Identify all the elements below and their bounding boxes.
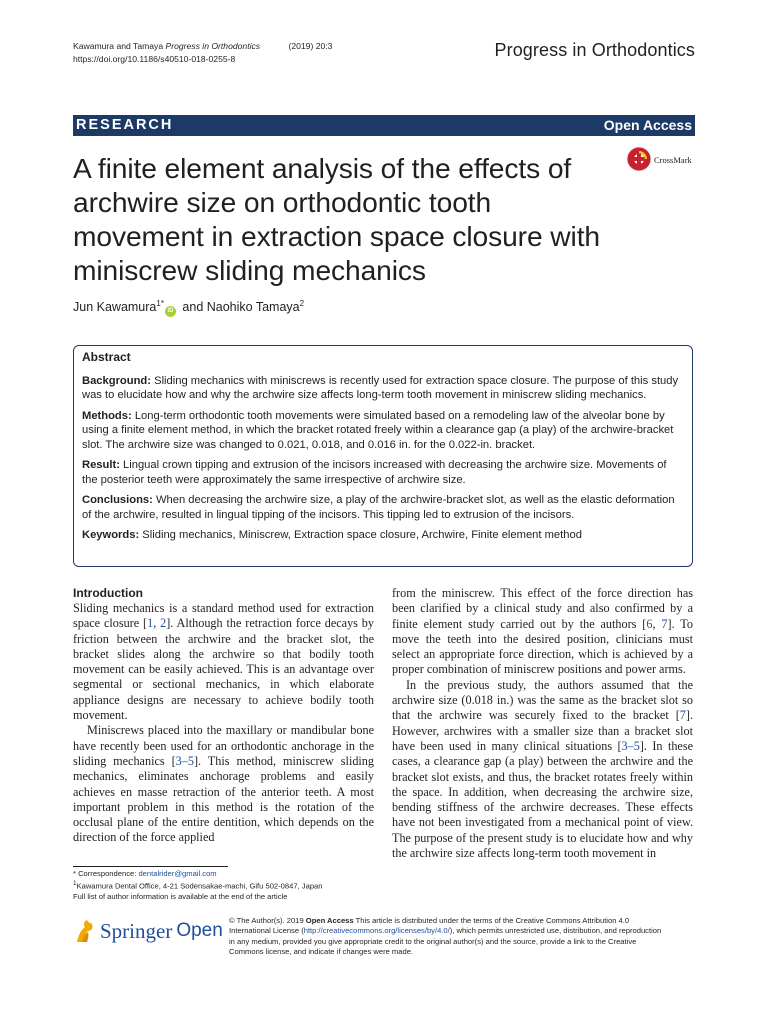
abstract-text: When decreasing the archwire size, a play of the archwire-bracket slot, as well as the elastic deformation of the archwire, resulted in lingual tipping of the incisors. This tipping led to extrusion of the incisors. <box>82 494 675 521</box>
affiliation-marker: 2 <box>299 299 305 308</box>
abstract-box <box>73 345 693 567</box>
body-paragraph <box>392 586 693 678</box>
license-url[interactable]: http://creativecommons.org/licenses/by/4.0/ <box>303 926 450 936</box>
crossmark-icon[interactable] <box>626 146 652 172</box>
abstract-label: Background: <box>82 374 151 387</box>
orcid-icon[interactable]: iD <box>165 306 176 317</box>
abstract-label: Methods: <box>82 409 132 422</box>
affiliation-text: Kawamura Dental Office, 4-21 Sodensakae-machi, Gifu 502-0847, Japan <box>76 881 323 891</box>
section-label: RESEARCH <box>76 117 174 133</box>
abstract-text: Long-term orthodontic tooth movements were simulated based on a remodeling law of the alveolar bone by using a finite element method, in which the bracket rotated freely within a clearance gap (a play) of the archwire-bracket slot. The archwire size was changed to 0.021, 0.018, and 0.016 in. for the 0.022-in. bracket. <box>82 409 674 451</box>
citation-link[interactable]: 3–5 <box>621 738 640 753</box>
publisher-open: Open <box>176 920 223 941</box>
abstract-heading: Abstract <box>82 350 131 364</box>
citation-line <box>73 40 332 53</box>
article-type-banner <box>73 115 695 136</box>
body-text: ]. However, archwires with a smaller size than a bracket slot have been used in many clinical situations [ <box>392 708 693 753</box>
author-info-note: Full list of author information is available at the end of the article <box>73 892 288 902</box>
license-open-access: Open Access <box>305 916 354 925</box>
correspondence-line <box>73 869 323 879</box>
citation-link[interactable]: 1 <box>147 616 154 631</box>
citation-link[interactable]: 3–5 <box>175 753 194 768</box>
abstract-methods <box>82 409 684 453</box>
body-text: , <box>652 616 662 631</box>
springer-horse-icon <box>73 918 97 944</box>
body-text: In the previous study, the authors assumed that the archwire size (0.018 in.) was the same as the bracket slot so that the archwire was securely fixed to the bracket [ <box>392 677 693 723</box>
citation-link[interactable]: 6 <box>646 616 653 631</box>
abstract-background <box>82 374 684 403</box>
license-text: © The Author(s). 2019 <box>229 916 306 925</box>
open-access-label: Open Access <box>603 117 692 133</box>
body-text: Miniscrews placed into the maxillary or mandibular bone have recently been used for an orthodontic anchorage in the sliding mechanics [ <box>73 723 374 768</box>
body-text: ]. In these cases, a clearance gap (a play) between the archwire and the bracket slot exists, and thus, the bracket rotates freely within the space. In addition, when decreasing the archwire size, bending stiffness of the archwire decreases. These effects have not been investigated from a mechanical point of view. The purpose of the present study is to elucidate how and why the archwire size affects long-term tooth movement in <box>392 738 693 861</box>
citation-link[interactable]: 7 <box>679 708 686 723</box>
header-authors: Kawamura and Tamaya <box>73 41 164 51</box>
crossmark-label[interactable]: CrossMark <box>654 155 692 165</box>
header-year-volume: (2019) 20:3 <box>288 41 333 51</box>
author-list <box>73 299 304 317</box>
body-text: Sliding mechanics is a standard method used for extraction space closure [ <box>73 601 374 631</box>
correspondence-email[interactable]: dentalrider@gmail.com <box>138 869 217 878</box>
body-paragraph <box>392 678 693 862</box>
abstract-label: Keywords: <box>82 529 140 541</box>
abstract-text: Sliding mechanics with miniscrews is recently used for extraction space closure. The purpose of this study was to elucidate how and why the archwire size affects long-term tooth movement in miniscrew sliding mechanics. <box>82 374 679 401</box>
section-heading-introduction: Introduction <box>73 586 143 600</box>
abstract-label: Result: <box>82 459 120 471</box>
body-text: from the miniscrew. This effect of the force direction has been clarified by a clinical study and also confirmed by a finite element study carried out by the authors [ <box>392 586 693 631</box>
abstract-result <box>82 458 684 487</box>
body-paragraph <box>73 723 374 845</box>
body-text: ]. To move the teeth into the desired position, clinicians must select an appropriate force direction, which is achieved by a proper combination of miniscrew positions and power arms. <box>392 616 693 677</box>
abstract-keywords <box>82 528 684 543</box>
abstract-conclusions <box>82 493 684 522</box>
doi-link[interactable]: https://doi.org/10.1186/s40510-018-0255-8 <box>73 54 236 64</box>
license-text: ), which permits unrestricted use, distribution, and reproduction in any medium, provided you give appropriate credit to the original author(s) and the source, provide a link to the Creative Commons license, and indicate if changes were made. <box>229 926 662 957</box>
body-text: , <box>153 616 161 631</box>
license-statement <box>229 916 669 958</box>
affiliation-marker: 1 <box>73 880 77 888</box>
body-column-right <box>392 586 693 861</box>
footnotes <box>73 869 323 902</box>
running-header <box>73 40 332 66</box>
author-name: Naohiko Tamaya <box>206 300 300 315</box>
affiliation-line <box>73 879 323 892</box>
body-paragraph <box>73 601 374 723</box>
publisher-name: Springer <box>100 918 173 943</box>
journal-name: Progress in Orthodontics <box>494 40 695 60</box>
publisher-logo <box>73 918 223 944</box>
footnote-divider <box>73 866 228 867</box>
abstract-text: Lingual crown tipping and extrusion of the incisors increased with decreasing the archwire size. Movements of the posterior teeth were approximately the same irrespective of archwire size. <box>82 459 667 486</box>
citation-link[interactable]: 7 <box>661 616 668 631</box>
author-name: Jun Kawamura <box>73 300 157 315</box>
author-connector: and <box>178 300 207 315</box>
body-text: ]. This method, miniscrew sliding mechanics, eliminates anchorage problems and easily achieves en masse retraction of the anterior teeth. A most important problem in this method is the rotation of the occlusal plane of the entire dentition, which depends on the direction of the force applied <box>73 753 374 845</box>
correspondence-label: * Correspondence: <box>73 869 139 878</box>
body-text: ]. Although the retraction force decays by friction between the archwire and the bracket slot, the bracket slides along the archwire so that bodily tooth movement can be easily achieved. This is an advantage over segmental or sectional mechanics, in which elaborate appliance designs are necessary to achieve bodily tooth movement. <box>73 616 374 723</box>
citation-link[interactable]: 2 <box>160 616 167 631</box>
abstract-text: Sliding mechanics, Miniscrew, Extraction space closure, Archwire, Finite element method <box>139 529 582 541</box>
article-title: A finite element analysis of the effects of archwire size on orthodontic tooth movement in extraction space closure with miniscrew sliding mechanics <box>73 152 601 286</box>
header-journal: Progress in Orthodontics <box>165 41 261 51</box>
abstract-label: Conclusions: <box>82 494 153 506</box>
affiliation-marker: 1* <box>156 299 164 308</box>
license-text: This article is distributed under the terms of the Creative Commons Attribution 4.0 International License ( <box>229 916 630 936</box>
body-column-left <box>73 586 374 846</box>
